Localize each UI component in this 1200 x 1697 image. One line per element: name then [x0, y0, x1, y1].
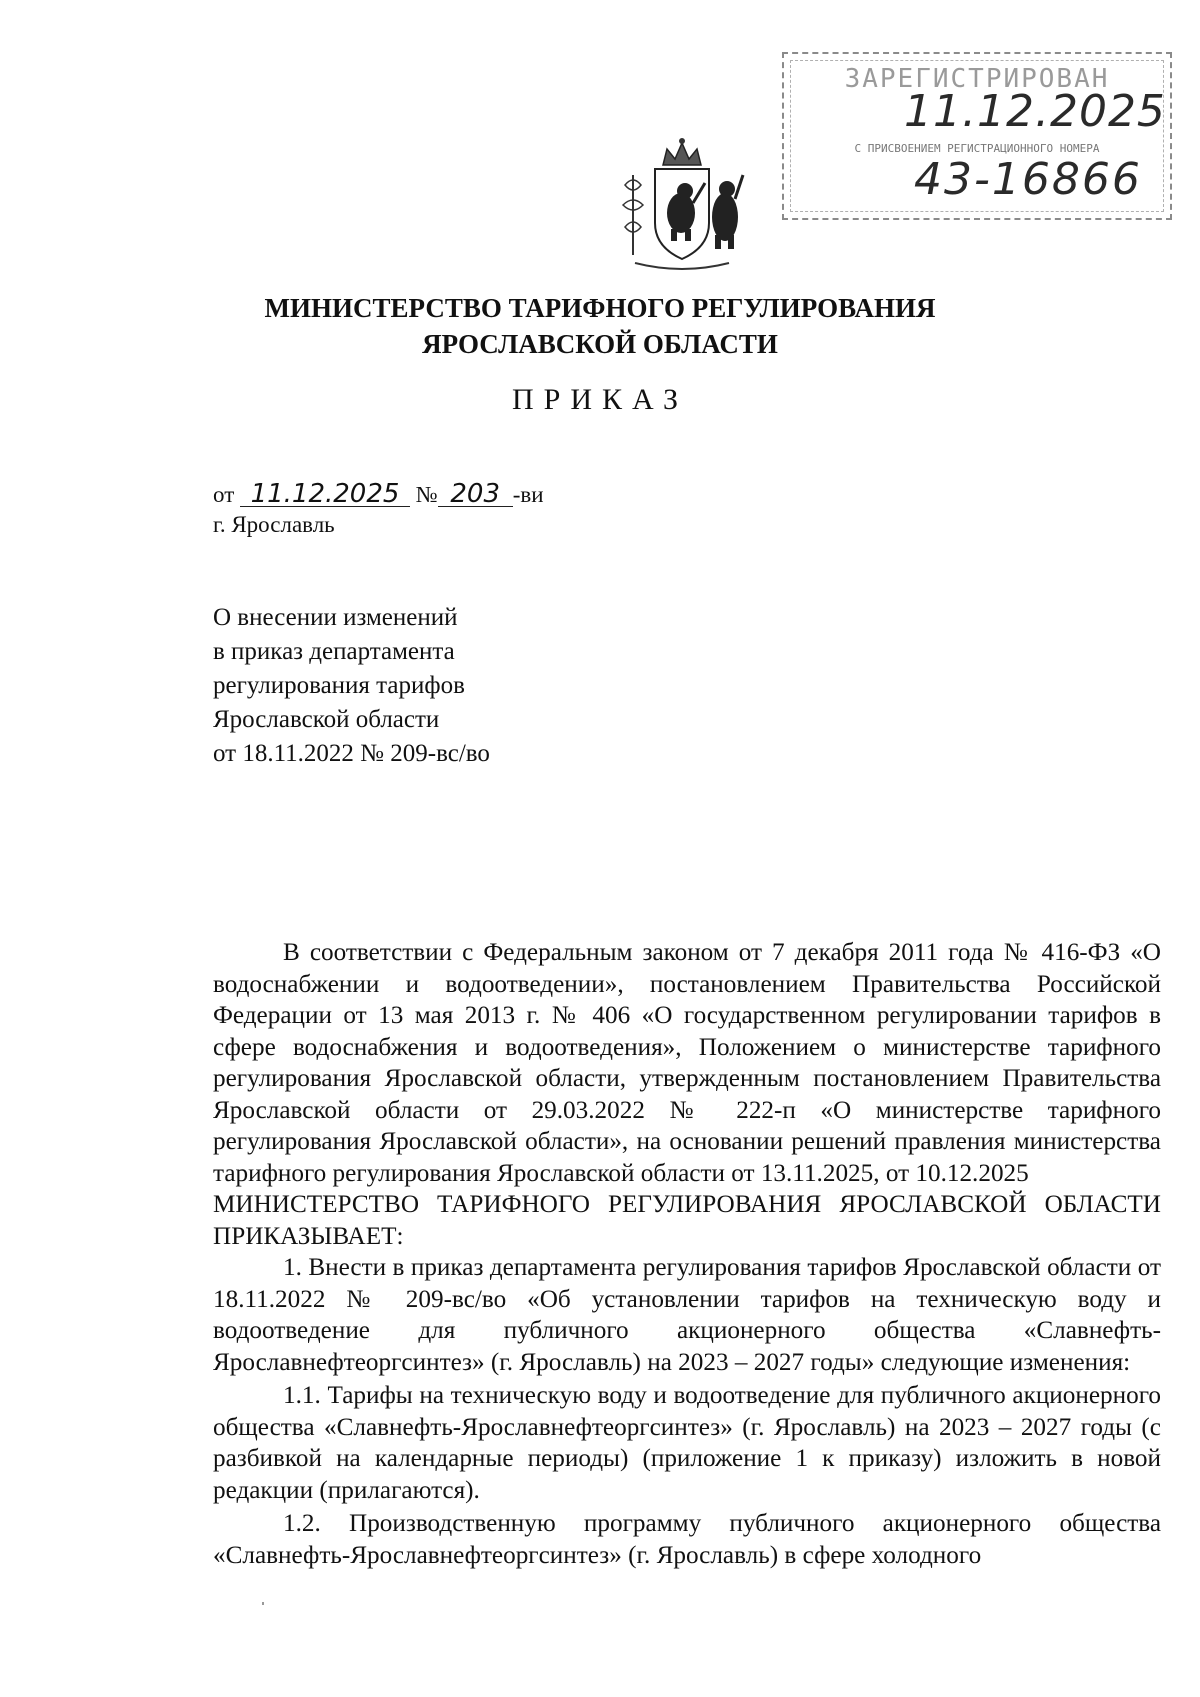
number-label: № [415, 482, 438, 507]
document-type-heading: ПРИКАЗ [512, 383, 688, 416]
ministry-name-line1: МИНИСТЕРСТВО ТАРИФНОГО РЕГУЛИРОВАНИЯ [264, 293, 936, 323]
order-date-line [213, 479, 544, 509]
resolution-paragraph: МИНИСТЕРСТВО ТАРИФНОГО РЕГУЛИРОВАНИЯ ЯРОСЛАВСКОЙ ОБЛАСТИ ПРИКАЗЫВАЕТ: [213, 1191, 1161, 1250]
ministry-name-line2: ЯРОСЛАВСКОЙ ОБЛАСТИ [422, 329, 778, 359]
item-1-paragraph: 1. Внести в приказ департамента регулирования тарифов Ярославской области от 18.11.2022 № 209-вс/во «Об установлении тарифов на техническую воду и водоотведение для публичного акционерного общества «Славнефть-Ярославнефтеоргсинтез» (г. Ярославль) на 2023 – 2027 годы» следующие изменения: [213, 1254, 1161, 1376]
order-body [213, 937, 1161, 1571]
subject-line: О внесении изменений [213, 604, 458, 631]
preamble-paragraph: В соответствии с Федеральным законом от 7 декабря 2011 года № 416-ФЗ «О водоснабжении и водоотведении», постановлением Правительства Российской Федерации от 13 мая 2013 г. № 406 «О государственном регулировании тарифов в сфере водоснабжения и водоотведения», Положением о министерстве тарифного регулирования Ярославской области, утвержденным постановлением Правительства Ярославской области от 29.03.2022 № 222-п «О министерстве тарифного регулирования Ярославской области», на основании решений правления министерства тарифного регулирования Ярославской области от 13.11.2025, от 10.12.2025 [213, 939, 1161, 1187]
stamp-title: ЗАРЕГИСТРИРОВАН [844, 64, 1110, 94]
order-date-handwritten: 11.12.2025 [240, 482, 410, 507]
registration-stamp [782, 52, 1172, 220]
order-subject [213, 601, 633, 771]
subject-line: регулирования тарифов [213, 672, 465, 699]
stamp-number: 43-16866 [914, 154, 1142, 205]
city: г. Ярославль [213, 512, 335, 537]
coat-of-arms-emblem [615, 135, 750, 275]
item-1-1-paragraph: 1.1. Тарифы на техническую воду и водоотведение для публичного акционерного общества «Славнефть-Ярославнефтеоргсинтез» (г. Ярославль) на 2023 – 2027 годы (с разбивкой на календарные периоды) (приложение 1 к приказу) изложить в новой редакции (прилагаются). [213, 1382, 1161, 1504]
scan-dot [262, 1602, 264, 1605]
subject-line: в приказ департамента [213, 638, 455, 665]
ministry-name [0, 290, 1200, 362]
item-1-2-paragraph: 1.2. Производственную программу публичного акционерного общества «Славнефть-Ярославнефтеоргсинтез» (г. Ярославль) в сфере холодного [213, 1510, 1161, 1569]
order-number-handwritten: 203 [438, 482, 513, 507]
order-number-suffix: -ви [512, 482, 544, 507]
stamp-date: 11.12.2025 [904, 86, 1166, 137]
stamp-caption: С ПРИСВОЕНИЕМ РЕГИСТРАЦИОННОГО НОМЕРА [854, 142, 1100, 155]
subject-line: от 18.11.2022 № 209-вс/во [213, 740, 490, 767]
from-label: от [213, 482, 235, 507]
subject-line: Ярославской области [213, 706, 440, 733]
